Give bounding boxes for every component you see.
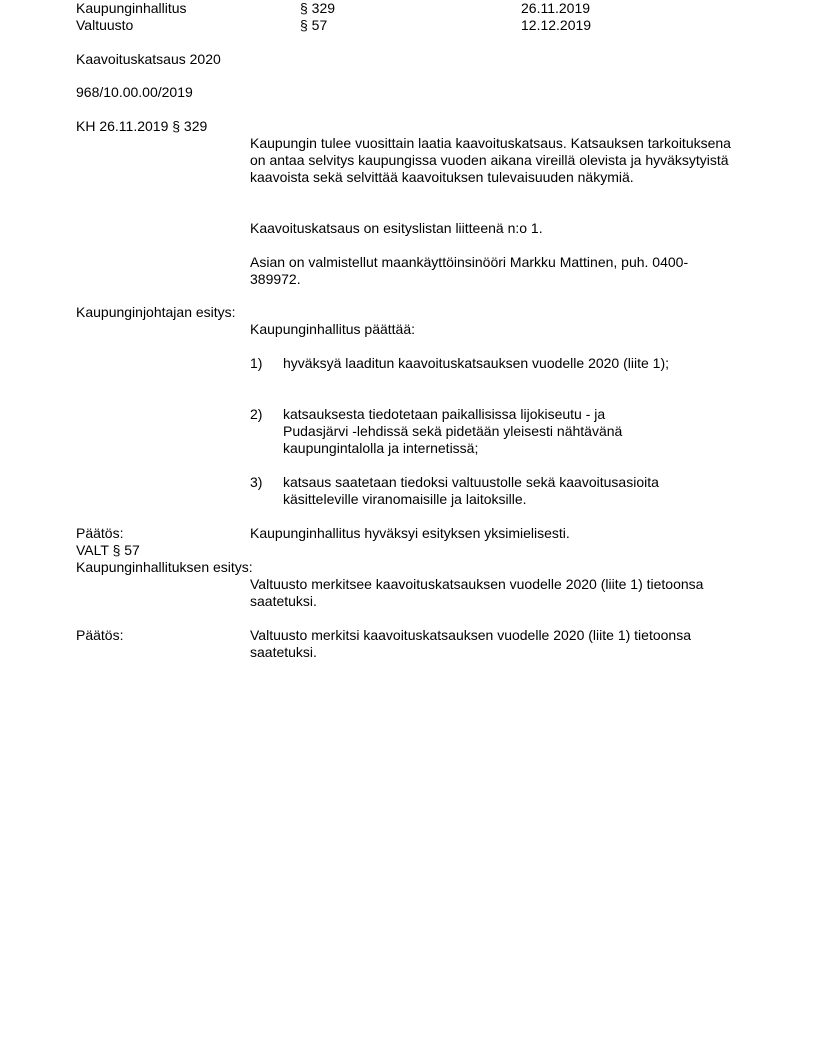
proposal-lead: Kaupunginhallitus päättää: [250,321,416,337]
proposal-item-number-2: 2) [250,406,263,422]
header-date-1: 26.11.2019 [521,0,591,16]
decision1-text: Kaupunginhallitus hyväksyi esityksen yksimielisesti. [250,525,570,541]
decision1-label: Päätös: [76,525,124,541]
document-title: Kaavoituskatsaus 2020 [76,51,221,67]
proposal-item-number-3: 3) [250,474,263,490]
intro-paragraph-1: Kaupungin tulee vuosittain laatia kaavoituskatsaus. Katsauksen tarkoituksena on antaa selvitys kaupungissa vuoden aikana vireillä olevista ja hyväksytyistä kaavoista sekä selvittää kaavoituksen tulevaisuuden näkymiä. [250,135,731,185]
decision2-text: Valtuusto merkitsi kaavoituskatsauksen vuodelle 2020 (liite 1) tietoonsa saatetuksi. [250,627,691,660]
record-number: 968/10.00.00/2019 [76,84,193,100]
proposal-item-text-2: katsauksesta tiedotetaan paikallisissa lijokiseutu - ja Pudasjärvi -lehdissä sekä pidetään yleisesti nähtävänä kaupungintalolla ja internetissä; [283,406,623,456]
header-body-1: Kaupunginhallitus [76,0,187,16]
kh-reference: KH 26.11.2019 § 329 [76,118,208,134]
header-section-2: § 57 [300,17,328,33]
header-body-2: Valtuusto [76,17,134,33]
proposal-item-number-1: 1) [250,355,263,371]
board-proposal-label: Kaupunginhallituksen esitys: [76,559,253,575]
proposal-label: Kaupunginjohtajan esitys: [76,304,236,320]
intro-paragraph-3: Asian on valmistellut maankäyttöinsinööri Markku Mattinen, puh. 0400-389972. [250,254,689,287]
proposal-item-text-1: hyväksyä laaditun kaavoituskatsauksen vuodelle 2020 (liite 1); [283,355,670,371]
intro-paragraph-2: Kaavoituskatsaus on esityslistan liitteenä n:o 1. [250,220,543,236]
header-section-1: § 329 [300,0,336,16]
header-date-2: 12.12.2019 [521,17,592,33]
board-proposal-text: Valtuusto merkitsee kaavoituskatsauksen vuodelle 2020 (liite 1) tietoonsa saatetuksi. [250,576,704,609]
proposal-item-text-3: katsaus saatetaan tiedoksi valtuustolle sekä kaavoitusasioita käsitteleville viranomaisille ja laitoksille. [283,474,659,507]
valt-reference: VALT § 57 [76,542,140,558]
decision2-label: Päätös: [76,627,124,643]
